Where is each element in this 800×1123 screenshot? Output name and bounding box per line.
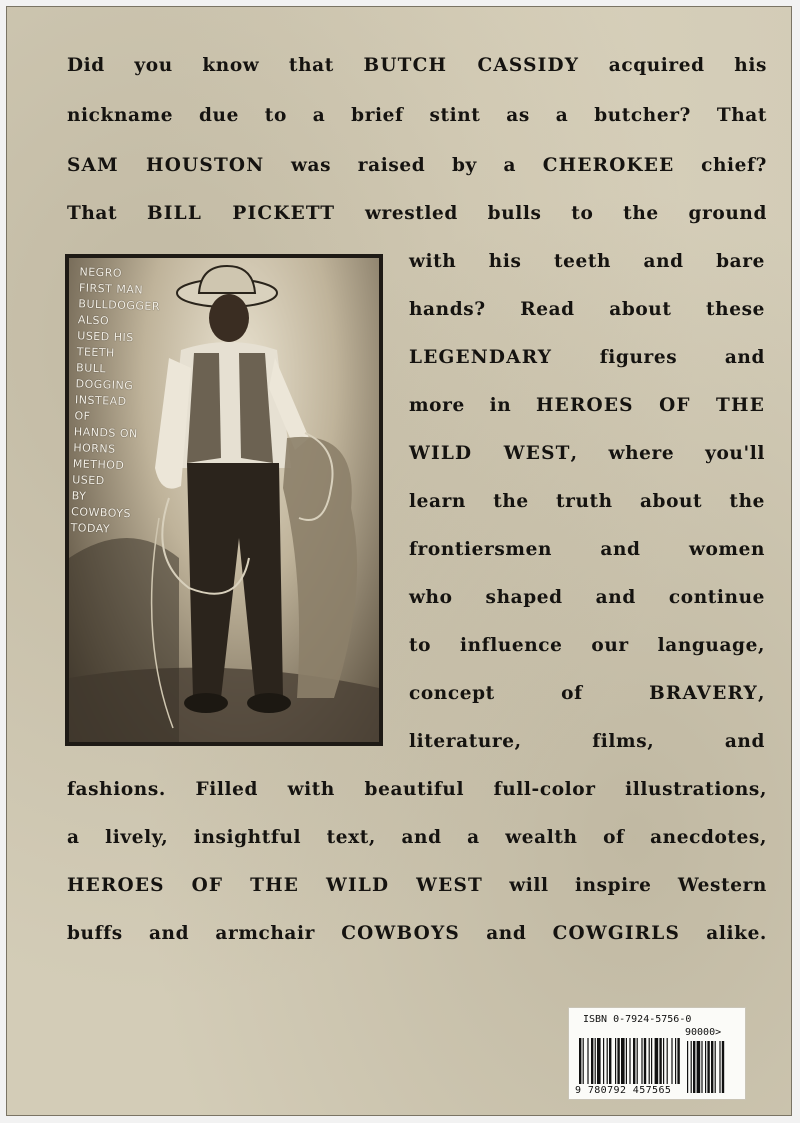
vintage-photo-frame (65, 254, 383, 746)
photo-handwritten-caption: NEGRO FIRST MAN BULLDOGGER ALSO USED HIS TEETH BULL DOGGING INSTEAD OF HANDS ON HORNS METHOD USED BY COWBOYS TODAY (70, 265, 161, 536)
emphasized-text: HEROES OF THE (536, 395, 766, 416)
blurb-line-3 (67, 155, 767, 176)
body-text: was raised by a (264, 155, 543, 176)
emphasized-text: HEROES OF THE WILD WEST (67, 875, 483, 896)
body-text: literature, films, and (409, 731, 765, 752)
blurb-line-16 (67, 779, 767, 800)
book-back-cover (6, 6, 792, 1116)
body-text: who shaped and continue (409, 587, 765, 608)
isbn-barcode (568, 1007, 746, 1100)
body-text: buffs and armchair (67, 923, 342, 944)
body-text: learn the truth about the (409, 491, 765, 512)
body-text: concept of (409, 683, 650, 704)
cowboy-photograph (69, 258, 379, 742)
blurb-line-6 (409, 299, 765, 320)
blurb-line-7 (409, 347, 765, 368)
emphasized-text: LEGENDARY (409, 347, 553, 368)
emphasized-text: BUTCH CASSIDY (363, 55, 580, 76)
blurb-line-5 (409, 251, 765, 272)
ean-digits: 9 780792 457565 (575, 1085, 672, 1096)
body-text: alike. (680, 923, 767, 944)
blurb-line-18 (67, 875, 767, 896)
isbn-number: ISBN 0-7924-5756-0 (583, 1014, 692, 1025)
body-text: figures and (552, 347, 765, 368)
emphasized-text: SAM HOUSTON (67, 155, 265, 176)
body-text: nickname due to a brief stint as a butcher? That (67, 105, 767, 126)
emphasized-text: BILL PICKETT (146, 203, 336, 224)
blurb-line-12 (409, 587, 765, 608)
emphasized-text: COWGIRLS (552, 923, 681, 944)
body-text: That (67, 203, 147, 224)
body-text: wrestled bulls to the ground (335, 203, 767, 224)
emphasized-text: BRAVERY (649, 683, 758, 704)
emphasized-text: COWBOYS (341, 923, 460, 944)
body-text: to influence our language, (409, 635, 765, 656)
blurb-line-17 (67, 827, 767, 848)
emphasized-text: WILD WEST (409, 443, 571, 464)
body-text: Did you know that (67, 55, 364, 76)
blurb-line-10 (409, 491, 765, 512)
body-text: hands? Read about these (409, 299, 765, 320)
body-text: frontiersmen and women (409, 539, 765, 560)
body-text: and (459, 923, 553, 944)
blurb-line-14 (409, 683, 765, 704)
blurb-line-4 (67, 203, 767, 224)
body-text: more in (409, 395, 536, 416)
body-text: , (757, 683, 765, 704)
blurb-line-9 (409, 443, 765, 464)
body-text: with his teeth and bare (409, 251, 765, 272)
blurb-line-11 (409, 539, 765, 560)
body-text: chief? (674, 155, 767, 176)
blurb-line-19 (67, 923, 767, 944)
blurb-line-1 (67, 55, 767, 76)
blurb-line-2 (67, 105, 767, 126)
emphasized-text: CHEROKEE (542, 155, 675, 176)
body-text: will inspire Western (482, 875, 767, 896)
body-text: , where you'll (570, 443, 765, 464)
body-text: a lively, insightful text, and a wealth of anecdotes, (67, 827, 767, 848)
body-text: fashions. Filled with beautiful full-color illustrations, (67, 779, 767, 800)
body-text: acquired his (579, 55, 767, 76)
price-code: 90000> (685, 1027, 722, 1038)
blurb-line-8 (409, 395, 765, 416)
blurb-line-13 (409, 635, 765, 656)
blurb-line-15 (409, 731, 765, 752)
